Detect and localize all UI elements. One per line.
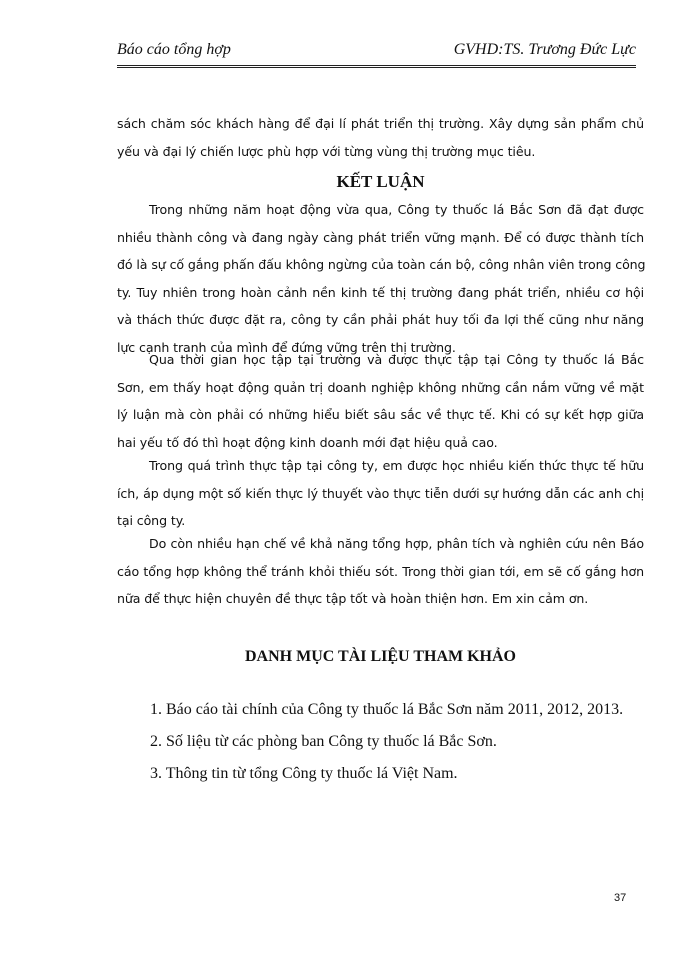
text-line: yếu và đại lý chiến lược phù hợp với từng vùng thị trường mục tiêu. (117, 143, 536, 159)
text-line: tại công ty. (117, 513, 186, 528)
header-supervisor: GVHD:TS. Trương Đức Lực (453, 41, 636, 58)
conclusion-paragraph-2 (117, 346, 644, 456)
conclusion-paragraph-1 (117, 196, 644, 361)
text-line: sách chăm sóc khách hàng để đại lí phát triển thị trường. Xây dựng sản phẩm chủ (117, 116, 644, 131)
reference-item: 2. Số liệu từ các phòng ban Công ty thuốc lá Bắc Sơn. (150, 733, 497, 750)
conclusion-paragraph-4 (117, 530, 644, 613)
text-line: lý luận mà còn phải có những hiểu biết sâu sắc về thực tế. Khi có sự kết hợp giữa (117, 407, 644, 422)
reference-item: 1. Báo cáo tài chính của Công ty thuốc lá Bắc Sơn năm 2011, 2012, 2013. (150, 701, 624, 718)
text-line: và thách thức được đặt ra, công ty cần phải phát huy tối đa lợi thế cũng như năng (117, 312, 644, 327)
text-line: nữa để thực hiện chuyên đề thực tập tốt và hoàn thiện hơn. Em xin cảm ơn. (117, 591, 589, 606)
text-line: cáo tổng hợp không thể tránh khỏi thiếu sót. Trong thời gian tới, em sẽ cố gắng hơn (117, 563, 644, 579)
header-report-title: Báo cáo tổng hợp (117, 41, 231, 58)
text-line: Qua thời gian học tập tại trường và được thực tập tại Công ty thuốc lá Bắc (149, 352, 644, 367)
text-line: ty. Tuy nhiên trong hoàn cảnh nền kinh tế thị trường đang phát triển, nhiều cơ hội (117, 284, 644, 300)
text-line: Trong những năm hoạt động vừa qua, Công ty thuốc lá Bắc Sơn đã đạt được (149, 202, 644, 217)
text-line: Do còn nhiều hạn chế về khả năng tổng hợp, phân tích và nghiên cứu nên Báo (149, 536, 644, 551)
text-line: ích, áp dụng một số kiến thực lý thuyết vào thực tiễn dưới sự hướng dẫn các anh chị (117, 485, 644, 501)
conclusion-paragraph-3 (117, 452, 644, 535)
text-line: lực cạnh tranh của mình để đứng vững trên thị trường. (117, 339, 456, 355)
text-line: Sơn, em thấy hoạt động quản trị doanh nghiệp không những cần nắm vững về mặt (117, 379, 644, 395)
text-line: đó là sự cố gắng phấn đấu không ngừng của toàn cán bộ, công nhân viên trong công (117, 257, 646, 272)
page-header (117, 37, 636, 68)
conclusion-title: KẾT LUẬN (336, 172, 425, 191)
references-list (150, 694, 650, 790)
text-line: Trong quá trình thực tập tại công ty, em được học nhiều kiến thức thực tế hữu (149, 458, 644, 473)
text-line: hai yếu tố đó thì hoạt động kinh doanh mới đạt hiệu quả cao. (117, 434, 498, 450)
reference-item: 3. Thông tin từ tổng Công ty thuốc lá Việt Nam. (150, 765, 458, 782)
intro-paragraph (117, 110, 644, 165)
references-title: DANH MỤC TÀI LIỆU THAM KHẢO (245, 648, 516, 665)
text-line: nhiều thành công và đang ngày càng phát triển vững mạnh. Để có được thành tích (117, 229, 644, 245)
page-number: 37 (614, 892, 627, 904)
